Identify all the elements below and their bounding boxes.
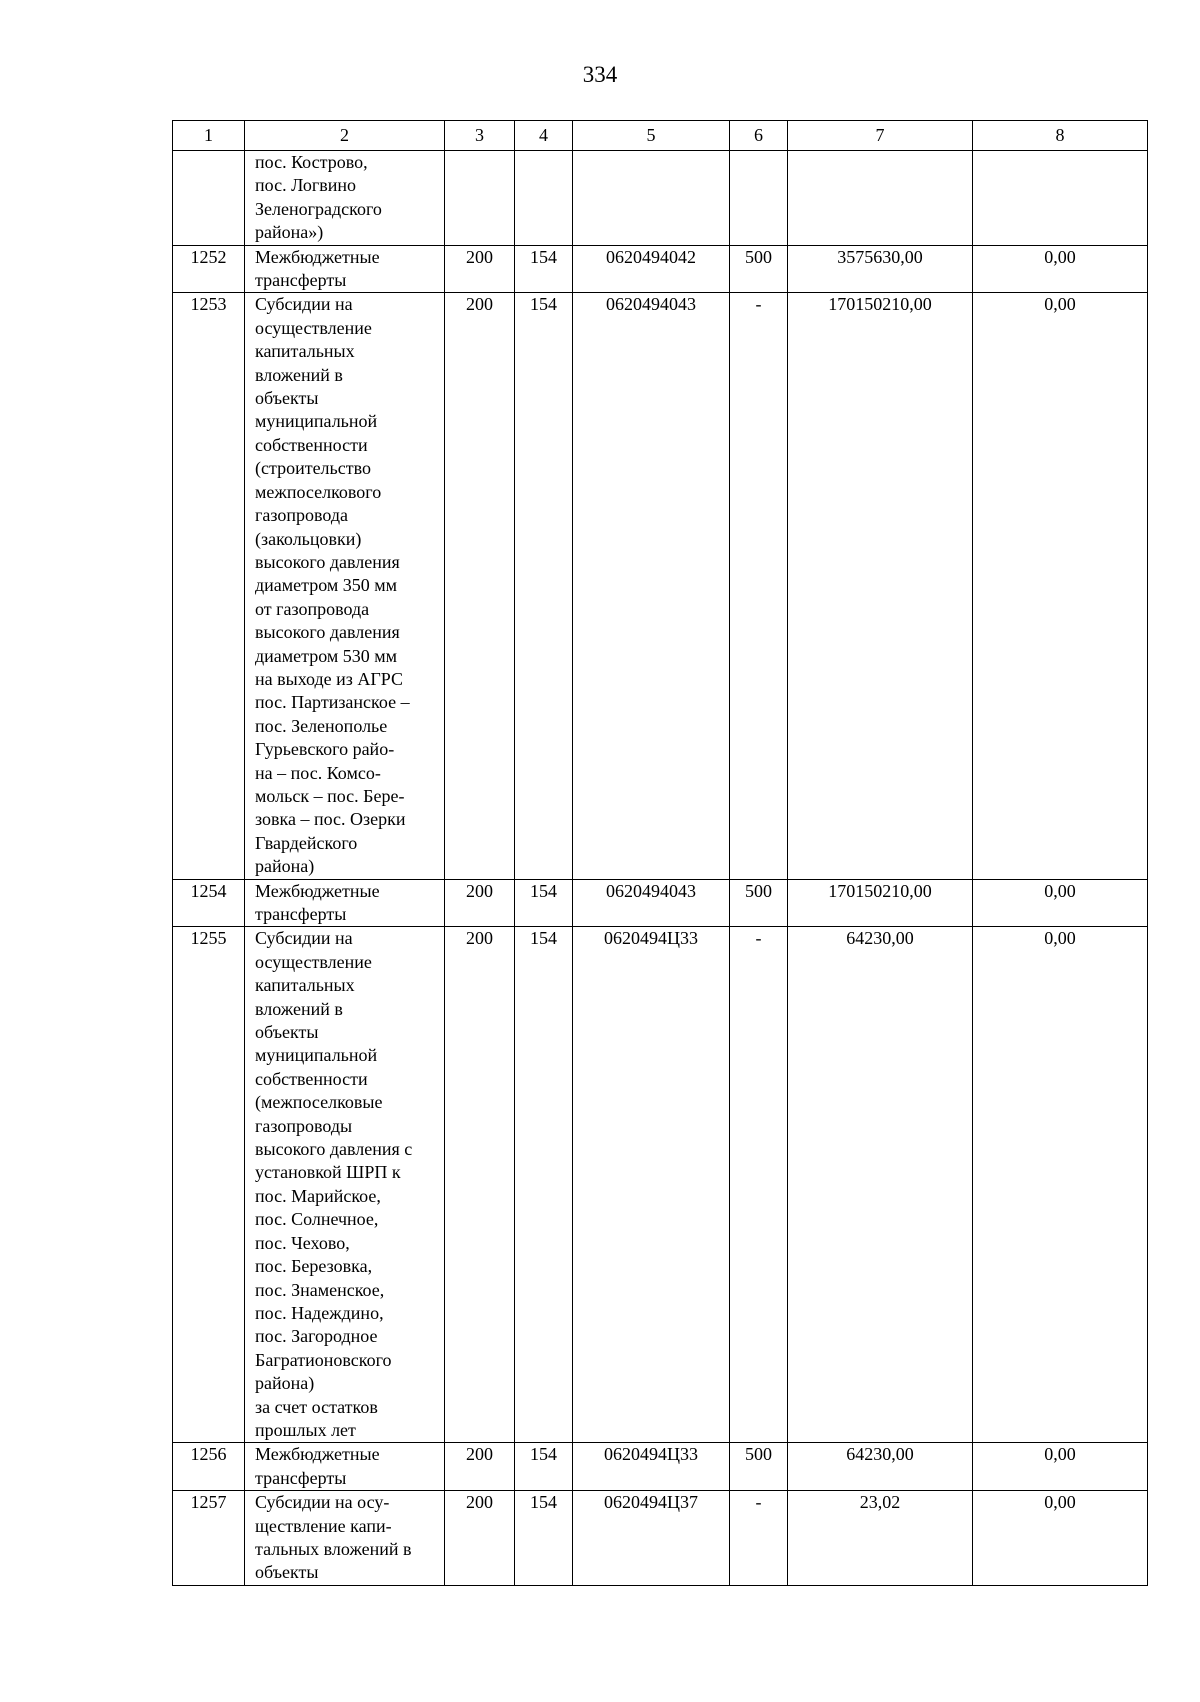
row-col5: 0620494Ц37 <box>573 1491 730 1586</box>
row-number: 1252 <box>173 245 245 293</box>
table-row <box>173 1491 1148 1586</box>
row-col4: 154 <box>515 245 573 293</box>
row-name: Субсидии на осуществление капитальных вложений в объекты муниципальной собственности (межпоселковые газопроводы высокого давления с установкой ШРП к пос. Марийское, пос. Солнечное, пос. Чехово, пос. Березовка, пос. Знаменское, пос. Надеждино, пос. Загородное Багратионовского района) за счет остатков прошлых лет <box>245 927 445 1443</box>
row-col7: 64230,00 <box>788 927 973 1443</box>
table-header-row <box>173 121 1148 151</box>
row-col5: 0620494043 <box>573 879 730 927</box>
row-col7: 170150210,00 <box>788 293 973 879</box>
row-number: 1257 <box>173 1491 245 1586</box>
row-name: Субсидии на осуществление капитальных вложений в объекты муниципальной собственности (строительство межпоселкового газопровода (закольцовки) высокого давления диаметром 350 мм от газопровода высокого давления диаметром 530 мм на выходе из АГРС пос. Партизанское – пос. Зеленополье Гурьевского райо- на – пос. Комсо- мольск – пос. Бере- зовка – пос. Озерки Гвардейского района) <box>245 293 445 879</box>
row-col3: 200 <box>445 293 515 879</box>
row-col3: 200 <box>445 879 515 927</box>
row-col3: 200 <box>445 1443 515 1491</box>
budget-table <box>172 120 1148 1586</box>
header-cell: 1 <box>173 121 245 151</box>
row-col7: 170150210,00 <box>788 879 973 927</box>
row-number: 1255 <box>173 927 245 1443</box>
row-col8: 0,00 <box>973 293 1148 879</box>
table-row <box>173 927 1148 1443</box>
row-number <box>173 151 245 246</box>
header-cell: 2 <box>245 121 445 151</box>
row-name: пос. Кострово, пос. Логвино Зеленоградского района») <box>245 151 445 246</box>
page-number: 334 <box>582 62 618 87</box>
row-name: Межбюджетные трансферты <box>245 245 445 293</box>
row-col3 <box>445 151 515 246</box>
row-name: Межбюджетные трансферты <box>245 879 445 927</box>
table-row <box>173 1443 1148 1491</box>
row-col6 <box>730 151 788 246</box>
row-col7: 23,02 <box>788 1491 973 1586</box>
row-col5: 0620494043 <box>573 293 730 879</box>
row-col4: 154 <box>515 1443 573 1491</box>
row-col7: 64230,00 <box>788 1443 973 1491</box>
table-row <box>173 151 1148 246</box>
row-name: Межбюджетные трансферты <box>245 1443 445 1491</box>
row-name: Субсидии на осу- ществление капи- тальных вложений в объекты <box>245 1491 445 1586</box>
row-col8: 0,00 <box>973 245 1148 293</box>
header-cell: 7 <box>788 121 973 151</box>
header-cell: 8 <box>973 121 1148 151</box>
header-cell: 5 <box>573 121 730 151</box>
row-col6: 500 <box>730 1443 788 1491</box>
row-col8: 0,00 <box>973 879 1148 927</box>
table-row <box>173 879 1148 927</box>
header-cell: 3 <box>445 121 515 151</box>
row-col6: 500 <box>730 879 788 927</box>
row-col3: 200 <box>445 927 515 1443</box>
row-col3: 200 <box>445 245 515 293</box>
row-col7 <box>788 151 973 246</box>
header-cell: 6 <box>730 121 788 151</box>
row-col8: 0,00 <box>973 1443 1148 1491</box>
row-col4: 154 <box>515 879 573 927</box>
row-col8: 0,00 <box>973 1491 1148 1586</box>
row-col5: 0620494042 <box>573 245 730 293</box>
row-col4: 154 <box>515 927 573 1443</box>
row-col6: - <box>730 1491 788 1586</box>
row-col6: 500 <box>730 245 788 293</box>
row-col8: 0,00 <box>973 927 1148 1443</box>
row-col3: 200 <box>445 1491 515 1586</box>
header-cell: 4 <box>515 121 573 151</box>
row-col5: 0620494Ц33 <box>573 927 730 1443</box>
table-row <box>173 245 1148 293</box>
row-number: 1256 <box>173 1443 245 1491</box>
row-number: 1253 <box>173 293 245 879</box>
row-number: 1254 <box>173 879 245 927</box>
row-col6: - <box>730 293 788 879</box>
row-col5: 0620494Ц33 <box>573 1443 730 1491</box>
row-col4: 154 <box>515 293 573 879</box>
row-col4: 154 <box>515 1491 573 1586</box>
row-col6: - <box>730 927 788 1443</box>
row-col5 <box>573 151 730 246</box>
table-row <box>173 293 1148 879</box>
row-col7: 3575630,00 <box>788 245 973 293</box>
row-col4 <box>515 151 573 246</box>
row-col8 <box>973 151 1148 246</box>
